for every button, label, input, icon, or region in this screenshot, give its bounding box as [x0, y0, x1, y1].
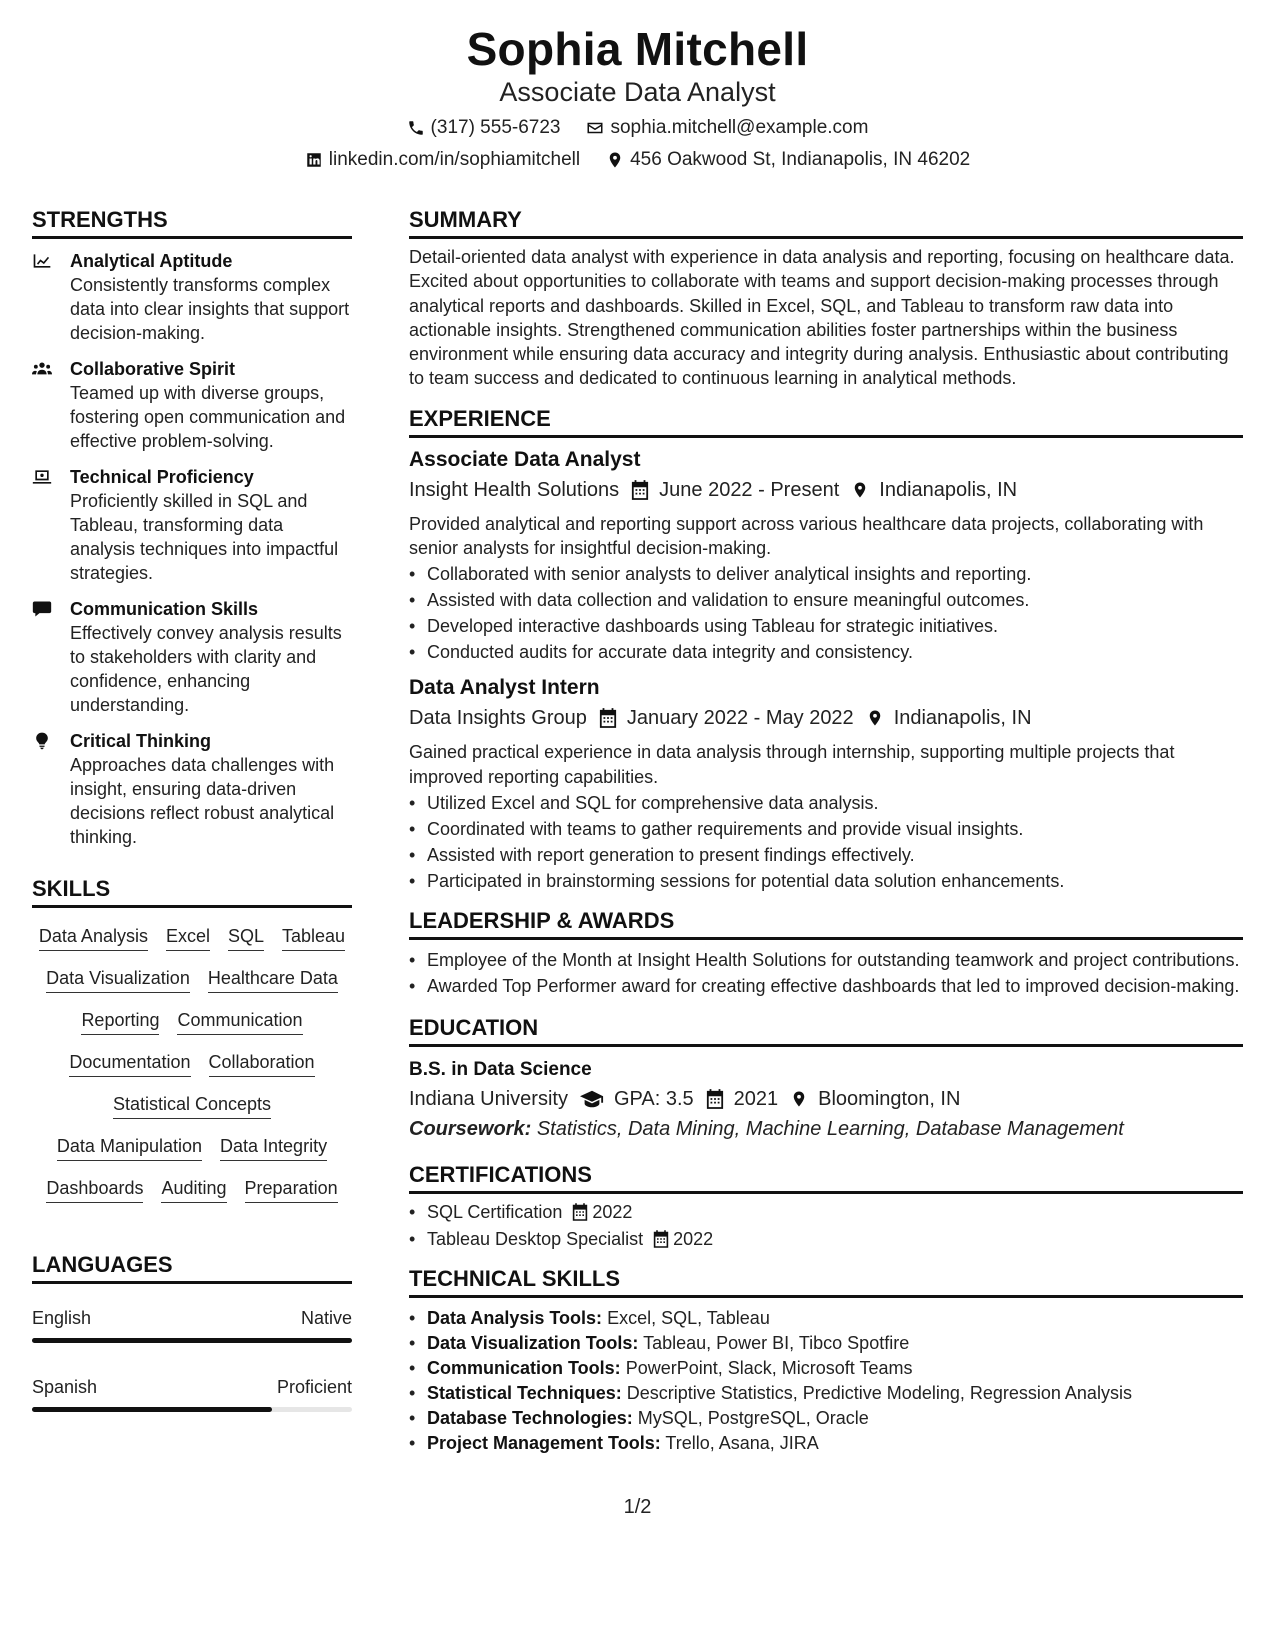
technical-skill-label: Statistical Techniques:: [427, 1382, 622, 1403]
strength-desc: Teamed up with diverse groups, fostering open communication and effective problem-solving.: [70, 383, 346, 451]
company-name: Insight Health Solutions: [409, 478, 620, 501]
job-bullet: • Conducted audits for accurate data integrity and consistency.: [409, 640, 1243, 664]
job-description: Gained practical experience in data analysis through internship, supporting multiple projects that improved reporting capabilities.: [409, 742, 1175, 787]
skill-tag: Reporting: [81, 1008, 159, 1035]
technical-skill-item: [409, 1431, 1243, 1455]
technical-skill-label: Database Technologies:: [427, 1407, 633, 1428]
address-text: 456 Oakwood St, Indianapolis, IN 46202: [630, 149, 971, 170]
strength-desc: Proficiently skilled in SQL and Tableau, transforming data analysis techniques into impactful strategies.: [70, 491, 339, 583]
job-bullet: • Coordinated with teams to gather requirements and provide visual insights.: [409, 817, 1243, 841]
skills-list: [32, 924, 352, 1203]
technical-skill-item: [409, 1406, 1243, 1430]
experience-heading: EXPERIENCE: [409, 405, 1243, 438]
skill-tag: Dashboards: [46, 1176, 143, 1203]
technical-skill-value: Tableau, Power BI, Tibco Spotfire: [643, 1332, 910, 1353]
coursework-label: Coursework:: [409, 1117, 532, 1140]
language-bar-fill: [32, 1407, 272, 1412]
summary-text: Detail-oriented data analyst with experience in data analysis and reporting, focusing on healthcare data. Excited about opportunities to collaborate with teams and support decision-making processes through analytical reports and dashboards. Skilled in Excel, SQL, and Tableau to transform raw data into actionable insights. Strengthened communication abilities foster partnerships within the business environment while ensuring data accuracy and integrity during analysis. Enthusiastic about contributing to team success and dedicated to continuous learning in analytical methods.: [409, 247, 1235, 389]
page-number: 1/2: [623, 1496, 652, 1518]
leadership-item: • Awarded Top Performer award for creating effective dashboards that led to improved decision-making.: [409, 974, 1243, 998]
leadership-heading: LEADERSHIP & AWARDS: [409, 907, 1243, 940]
language-bar: [32, 1338, 352, 1343]
map-pin-icon: [790, 1089, 808, 1109]
phone-icon: [407, 119, 425, 137]
education-meta: [409, 1085, 1243, 1113]
technical-skill-value: PowerPoint, Slack, Microsoft Teams: [625, 1357, 913, 1378]
education-heading: EDUCATION: [409, 1014, 1243, 1047]
technical-skill-item: [409, 1356, 1243, 1380]
email-text: sophia.mitchell@example.com: [610, 117, 869, 138]
language-item: [32, 1306, 352, 1343]
job-title: Data Analyst Intern: [409, 676, 600, 700]
job-location: Indianapolis, IN: [893, 707, 1032, 730]
summary-heading: SUMMARY: [409, 206, 1243, 239]
coursework-list: Statistics, Data Mining, Machine Learning, Database Management: [536, 1117, 1124, 1140]
skill-tag: Data Visualization: [46, 966, 190, 993]
degree-title: B.S. in Data Science: [409, 1058, 592, 1080]
technical-skill-label: Data Visualization Tools:: [427, 1332, 639, 1353]
left-column: [32, 206, 352, 1412]
company-name: Data Insights Group: [409, 707, 587, 730]
job-title: Associate Data Analyst: [409, 447, 641, 471]
calendar-icon: [572, 1203, 588, 1221]
technical-skills-heading: TECHNICAL SKILLS: [409, 1265, 1243, 1298]
laptop-icon: [32, 468, 52, 486]
job-bullet: • Assisted with data collection and validation to ensure meaningful outcomes.: [409, 588, 1243, 612]
language-name: Spanish: [32, 1377, 98, 1397]
job-dates: June 2022 - Present: [659, 478, 840, 501]
graduation-cap-icon: [580, 1089, 604, 1109]
phone-text: (317) 555-6723: [430, 117, 561, 138]
language-level: Native: [300, 1308, 352, 1328]
skill-tag: Tableau: [282, 924, 345, 951]
contact-row-1: [0, 116, 1275, 140]
job-bullet: • Developed interactive dashboards using Tableau for strategic initiatives.: [409, 614, 1243, 638]
certifications-heading: CERTIFICATIONS: [409, 1161, 1243, 1194]
education-location: Bloomington, IN: [818, 1087, 961, 1110]
language-bar: [32, 1407, 352, 1412]
job-dates: January 2022 - May 2022: [626, 707, 854, 730]
skill-tag: Documentation: [69, 1050, 190, 1077]
strength-item: [32, 597, 352, 717]
strength-desc: Approaches data challenges with insight, ensuring data-driven decisions reflect robust analytical thinking.: [70, 755, 335, 847]
job-entry: [409, 446, 1243, 665]
job-bullets: [409, 562, 1243, 664]
language-item: [32, 1375, 352, 1412]
strength-desc: Effectively convey analysis results to stakeholders with clarity and confidence, enhancing understanding.: [70, 623, 342, 715]
job-bullet: • Assisted with report generation to present findings effectively.: [409, 843, 1243, 867]
education-year: 2021: [733, 1087, 779, 1110]
map-pin-icon: [866, 708, 884, 728]
education-gpa: GPA: 3.5: [613, 1087, 694, 1110]
skill-tag: Data Integrity: [220, 1134, 327, 1161]
language-level: Proficient: [276, 1377, 352, 1397]
skill-tag: Healthcare Data: [208, 966, 338, 993]
certification-item: [409, 1200, 1243, 1224]
lightbulb-icon: [32, 732, 52, 750]
skill-tag: SQL: [228, 924, 264, 951]
strength-title: Analytical Aptitude: [70, 251, 233, 271]
skill-tag: Preparation: [245, 1176, 338, 1203]
strength-item: [32, 249, 352, 345]
strength-item: [32, 357, 352, 453]
language-name: English: [32, 1308, 92, 1328]
technical-skill-label: Data Analysis Tools:: [427, 1307, 603, 1328]
job-bullet: • Collaborated with senior analysts to deliver analytical insights and reporting.: [409, 562, 1243, 586]
job-meta: [409, 704, 1243, 732]
strength-item: [32, 729, 352, 849]
strength-title: Communication Skills: [70, 599, 259, 619]
strength-title: Technical Proficiency: [70, 467, 254, 487]
map-pin-icon: [606, 151, 624, 169]
chart-line-icon: [32, 252, 52, 270]
job-bullet: • Utilized Excel and SQL for comprehensive data analysis.: [409, 791, 1243, 815]
candidate-role: Associate Data Analyst: [499, 77, 776, 107]
skill-tag: Communication: [177, 1008, 302, 1035]
technical-skill-value: Excel, SQL, Tableau: [607, 1307, 770, 1328]
language-bar-fill: [32, 1338, 352, 1343]
technical-skill-value: MySQL, PostgreSQL, Oracle: [637, 1407, 869, 1428]
strengths-heading: STRENGTHS: [32, 206, 352, 239]
strength-title: Critical Thinking: [70, 731, 212, 751]
phone-contact[interactable]: [407, 116, 561, 140]
certifications-list: [409, 1200, 1243, 1251]
technical-skill-item: [409, 1306, 1243, 1330]
calendar-icon: [653, 1230, 669, 1248]
technical-skill-item: [409, 1331, 1243, 1355]
technical-skill-value: Trello, Asana, JIRA: [665, 1432, 819, 1453]
leadership-list: [409, 948, 1243, 998]
calendar-icon: [706, 1089, 724, 1109]
strengths-list: [32, 249, 352, 849]
map-pin-icon: [851, 480, 869, 500]
linkedin-contact[interactable]: [305, 148, 580, 172]
certification-year: 2022: [673, 1228, 714, 1249]
skills-heading: SKILLS: [32, 875, 352, 908]
technical-skills-list: [409, 1306, 1243, 1455]
technical-skill-value: Descriptive Statistics, Predictive Modeling, Regression Analysis: [626, 1382, 1132, 1403]
technical-skill-label: Project Management Tools:: [427, 1432, 661, 1453]
calendar-icon: [631, 480, 649, 500]
skill-tag: Auditing: [161, 1176, 226, 1203]
skill-tag: Data Analysis: [39, 924, 148, 951]
speech-bubble-icon: [32, 600, 52, 618]
strength-title: Collaborative Spirit: [70, 359, 236, 379]
school-name: Indiana University: [409, 1087, 568, 1110]
calendar-icon: [599, 708, 617, 728]
job-location: Indianapolis, IN: [879, 478, 1018, 501]
envelope-icon: [586, 119, 604, 137]
technical-skill-item: [409, 1381, 1243, 1405]
strength-desc: Consistently transforms complex data into clear insights that support decision-making.: [70, 275, 350, 343]
job-meta: [409, 476, 1243, 504]
job-entry: [409, 674, 1243, 893]
technical-skill-label: Communication Tools:: [427, 1357, 621, 1378]
job-description: Provided analytical and reporting support across various healthcare data projects, collaborating with senior analysts for insightful decision-making.: [409, 513, 1204, 559]
candidate-name: Sophia Mitchell: [466, 23, 809, 75]
linkedin-icon: [305, 151, 323, 169]
strength-item: [32, 465, 352, 585]
certification-name: • Tableau Desktop Specialist: [427, 1228, 644, 1249]
resume-header: [0, 22, 1275, 172]
users-icon: [32, 360, 52, 378]
languages-heading: LANGUAGES: [32, 1251, 352, 1284]
skill-tag: Excel: [166, 924, 210, 951]
contact-row-2: [0, 148, 1275, 172]
job-bullets: [409, 791, 1243, 893]
email-contact[interactable]: [586, 116, 868, 140]
certification-year: 2022: [592, 1201, 633, 1222]
skill-tag: Data Manipulation: [57, 1134, 202, 1161]
skill-tag: Statistical Concepts: [113, 1092, 271, 1119]
certification-item: [409, 1227, 1243, 1251]
right-column: [409, 206, 1243, 1455]
skill-tag: Collaboration: [209, 1050, 315, 1077]
linkedin-text: linkedin.com/in/sophiamitchell: [328, 149, 581, 170]
coursework: [409, 1115, 1243, 1143]
certification-name: • SQL Certification: [427, 1201, 563, 1222]
leadership-item: • Employee of the Month at Insight Health Solutions for outstanding teamwork and project contributions.: [409, 948, 1243, 972]
address-contact: [606, 148, 970, 172]
job-bullet: • Participated in brainstorming sessions for potential data solution enhancements.: [409, 869, 1243, 893]
